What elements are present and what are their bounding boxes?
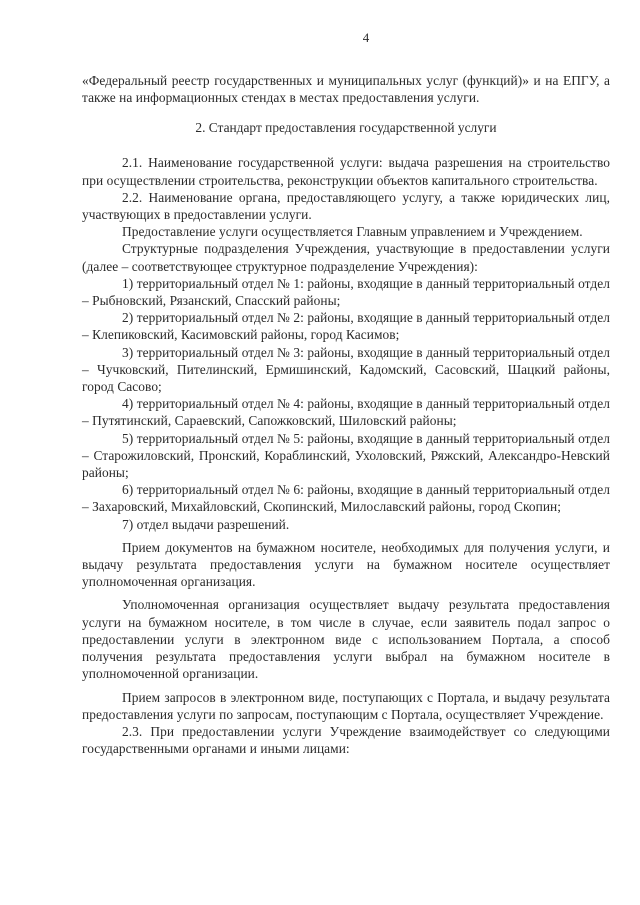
list-item: 3) территориальный отдел № 3: районы, входящие в данный территориальный отдел – Чучковский, Пителинский, Ермишинский, Кадомский, Сасовский, Шацкий районы, город Сасово;	[82, 344, 610, 395]
paragraph-2-3: 2.3. При предоставлении услуги Учреждение взаимодействует со следующими государственными органами и иными лицами:	[82, 723, 610, 757]
paragraph-electronic-requests: Прием запросов в электронном виде, поступающих с Портала, и выдачу результата предоставления услуги по запросам, поступающим с Портала, осуществляет Учреждение.	[82, 689, 610, 722]
list-item: 6) территориальный отдел № 6: районы, входящие в данный территориальный отдел – Захаровский, Михайловский, Скопинский, Милославский районы, город Скопин;	[82, 482, 610, 515]
paragraph-document-intake: Прием документов на бумажном носителе, необходимых для получения услуги, и выдачу результата предоставления услуги на бумажном носителе осуществляет уполномоченная организация.	[82, 539, 610, 590]
paragraph-authorized-organization: Уполномоченная организация осуществляет выдачу результата предоставления услуги на бумажном носителе, в том числе в случае, если заявитель подал запрос о предоставлении услуги в электронном виде с использованием Портала, а способ получения результата предоставления услуги выбрал на бумажном носителе в уполномоченной организации.	[82, 597, 610, 682]
page-number: 4	[362, 30, 370, 45]
list-item: 5) территориальный отдел № 5: районы, входящие в данный территориальный отдел – Старожиловский, Пронский, Кораблинский, Ухоловский, Ряжский, Александро-Невский районы;	[82, 430, 610, 481]
section-title: 2. Стандарт предоставления государственной услуги	[195, 120, 497, 136]
paragraph-2-2: 2.2. Наименование органа, предоставляющего услугу, а также юридических лиц, участвующих в предоставлении услуги.	[82, 189, 610, 223]
list-item: 7) отдел выдачи разрешений.	[122, 516, 290, 532]
paragraph-2-1: 2.1. Наименование государственной услуги: выдача разрешения на строительство при осуществлении строительства, реконструкции объектов капитального строительства.	[82, 155, 610, 188]
paragraph-provider: Предоставление услуги осуществляется Главным управлением и Учреждением.	[122, 224, 583, 240]
paragraph-subdivisions: Структурные подразделения Учреждения, участвующие в предоставлении услуги (далее – соответствующее структурное подразделение Учреждения):	[82, 241, 610, 274]
list-item: 4) территориальный отдел № 4: районы, входящие в данный территориальный отдел – Путятинский, Сараевский, Сапожковский, Шиловский районы;	[82, 396, 610, 429]
list-item: 1) территориальный отдел № 1: районы, входящие в данный территориальный отдел – Рыбновский, Рязанский, Спасский районы;	[82, 275, 610, 309]
intro-paragraph: «Федеральный реестр государственных и муниципальных услуг (функций)» и на ЕПГУ, а также на информационных стендах в местах предоставления услуги.	[82, 73, 610, 106]
list-item: 2) территориальный отдел № 2: районы, входящие в данный территориальный отдел – Клепиковский, Касимовский районы, город Касимов;	[82, 310, 610, 343]
